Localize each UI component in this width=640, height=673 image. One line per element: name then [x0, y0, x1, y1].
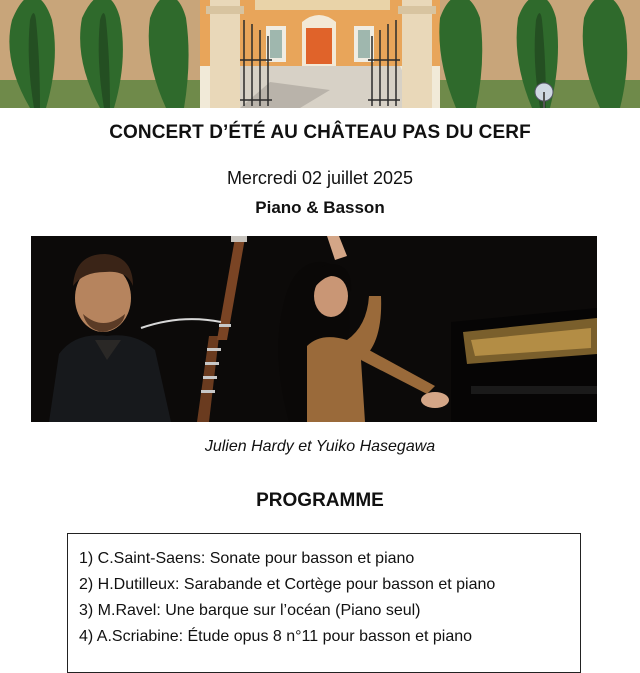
programme-item: 3) M.Ravel: Une barque sur l’océan (Piano seul) — [79, 602, 421, 619]
chateau-header-photo — [0, 0, 640, 108]
programme-heading: PROGRAMME — [256, 490, 384, 511]
programme-item: 4) A.Scriabine: Étude opus 8 n°11 pour basson et piano — [79, 628, 473, 645]
concert-title: CONCERT D’ÉTÉ AU CHÂTEAU PAS DU CERF — [109, 122, 531, 143]
musicians-caption: Julien Hardy et Yuiko Hasegawa — [204, 438, 436, 455]
programme-item: 1) C.Saint-Saens: Sonate pour basson et piano — [79, 550, 415, 567]
concert-subtitle: Piano & Basson — [255, 198, 385, 217]
programme-list — [67, 533, 581, 673]
concert-date: Mercredi 02 juillet 2025 — [226, 168, 414, 188]
musicians-photo — [31, 236, 597, 422]
programme-item: 2) H.Dutilleux: Sarabande et Cortège pour basson et piano — [79, 576, 496, 593]
